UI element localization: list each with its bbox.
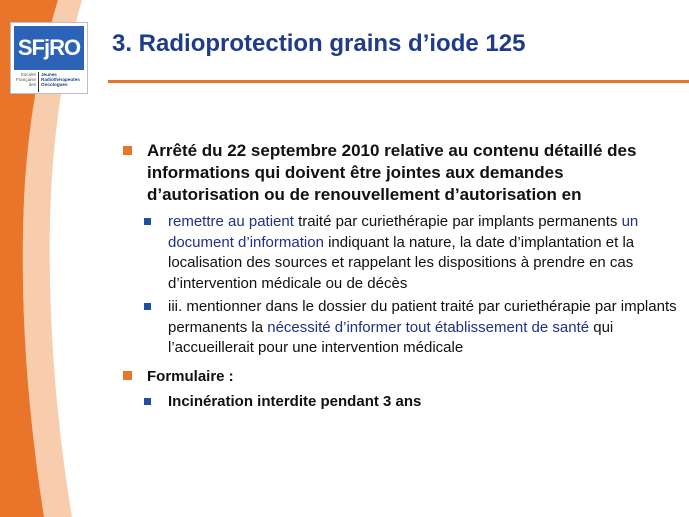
blue-square-bullet-icon — [144, 218, 151, 225]
sub-bullet-mentionner — [142, 297, 678, 359]
logo-line: Jeunes — [41, 72, 57, 77]
logo-line: des — [28, 82, 36, 87]
logo-subtitle-right — [39, 72, 80, 92]
orange-square-bullet-icon — [123, 146, 132, 155]
sub-bullet-incineration — [142, 392, 678, 413]
blue-square-bullet-icon — [144, 398, 151, 405]
logo-line: Oncologues — [41, 82, 68, 87]
sub-bullet-remettre — [142, 212, 678, 294]
logo-line: Radiothérapeutes — [41, 77, 80, 82]
logo-line: Société — [20, 72, 36, 77]
sub-bullet-text: indiquant la nature, la date d’implantation et la localisation des sources et rappelant les dispositions à prendre en cas d’intervention médicale ou de décès — [168, 233, 635, 292]
title-underline — [108, 80, 689, 83]
logo-subtitle — [14, 72, 84, 92]
blue-square-bullet-icon — [144, 303, 151, 310]
logo-mark: SFjRO — [14, 26, 84, 70]
highlight-text: remettre au patient — [168, 213, 294, 230]
bullet-list — [118, 140, 678, 415]
highlight-text: un document d’information — [168, 213, 639, 251]
sub-bullet-text: iii. mentionner dans le dossier du patient traité par curiethérapie par implants permanents la — [168, 298, 677, 336]
highlight-text: nécessité d’informer tout établissement de santé — [267, 318, 590, 336]
bullet-text: Formulaire : — [147, 367, 234, 385]
bullet-formulaire — [118, 365, 678, 388]
logo-subtitle-left — [14, 72, 39, 92]
slide-title: 3. Radioprotection grains d’iode 125 — [112, 30, 526, 57]
bullet-arrete — [118, 140, 678, 206]
sfjro-logo — [10, 22, 88, 94]
bullet-text: Arrêté du 22 septembre 2010 relative au contenu détaillé des informations qui doivent être jointes aux demandes d’autorisation ou de renouvellement d’autorisation en — [147, 141, 637, 204]
orange-square-bullet-icon — [123, 371, 132, 380]
logo-line: Française — [15, 77, 36, 82]
sub-bullet-text: Incinération interdite pendant 3 ans — [168, 392, 422, 410]
sub-bullet-text: traité par curiethérapie par implants permanents — [293, 213, 622, 230]
sub-bullet-text: qui l’accueillerait pour une intervention médicale — [168, 318, 614, 356]
